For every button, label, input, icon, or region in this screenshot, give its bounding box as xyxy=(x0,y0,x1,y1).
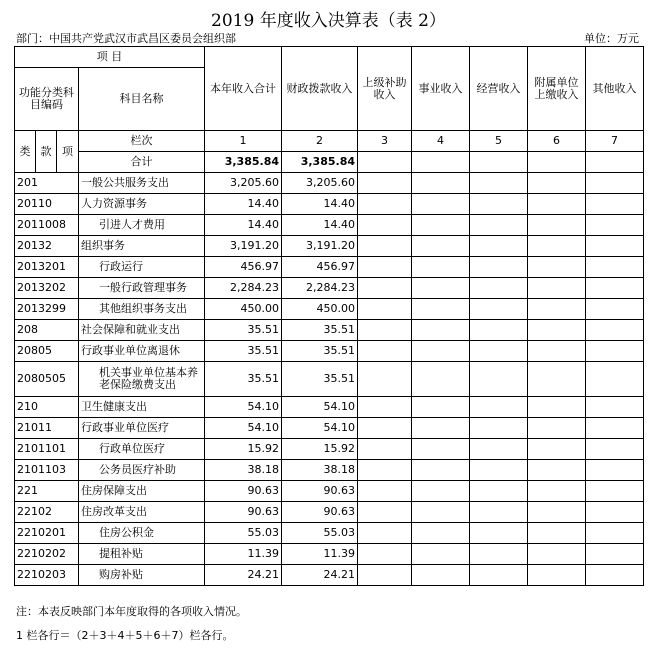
row-fiscal-income: 15.92 xyxy=(282,439,358,460)
row-empty-cell xyxy=(470,397,528,418)
table-row xyxy=(15,341,644,362)
row-total-income: 54.10 xyxy=(205,418,282,439)
row-empty-cell xyxy=(358,278,412,299)
row-empty-cell xyxy=(358,173,412,194)
row-empty-cell xyxy=(528,173,586,194)
row-empty-cell xyxy=(470,257,528,278)
row-empty-cell xyxy=(470,544,528,565)
row-fiscal-income: 90.63 xyxy=(282,502,358,523)
row-fiscal-income: 35.51 xyxy=(282,320,358,341)
row-code: 2210203 xyxy=(15,565,79,586)
func-code-header: 功能分类科目编码 xyxy=(15,68,79,131)
row-empty-cell xyxy=(412,215,470,236)
table-row xyxy=(15,439,644,460)
row-empty-cell xyxy=(586,341,644,362)
row-empty-cell xyxy=(528,418,586,439)
row-subject-name: 住房保障支出 xyxy=(79,481,205,502)
row-subject-name: 提租补贴 xyxy=(79,544,205,565)
row-empty-cell xyxy=(412,397,470,418)
row-empty-cell xyxy=(470,460,528,481)
row-subject-name: 卫生健康支出 xyxy=(79,397,205,418)
col-number: 2 xyxy=(282,131,358,152)
row-code: 221 xyxy=(15,481,79,502)
row-empty-cell xyxy=(586,299,644,320)
row-empty-cell xyxy=(412,460,470,481)
row-code: 2210201 xyxy=(15,523,79,544)
row-empty-cell xyxy=(528,320,586,341)
row-empty-cell xyxy=(528,299,586,320)
row-empty-cell xyxy=(586,481,644,502)
row-empty-cell xyxy=(586,173,644,194)
department-label: 部门：中国共产党武汉市武昌区委员会组织部 xyxy=(16,32,236,45)
row-empty-cell xyxy=(470,194,528,215)
row-empty-cell xyxy=(470,481,528,502)
row-code: 2210202 xyxy=(15,544,79,565)
total-value: 3,385.84 xyxy=(282,152,358,173)
subject-name-header: 科目名称 xyxy=(79,68,205,131)
unit-label: 单位：万元 xyxy=(584,32,639,45)
row-empty-cell xyxy=(586,418,644,439)
row-empty-cell xyxy=(586,362,644,397)
row-fiscal-income: 3,191.20 xyxy=(282,236,358,257)
row-fiscal-income: 54.10 xyxy=(282,418,358,439)
col-header-6: 附属单位上缴收入 xyxy=(528,47,586,131)
row-code: 20805 xyxy=(15,341,79,362)
row-empty-cell xyxy=(470,523,528,544)
row-total-income: 35.51 xyxy=(205,362,282,397)
row-total-income: 3,205.60 xyxy=(205,173,282,194)
note-line: 1 栏各行＝（2＋3＋4＋5＋6＋7）栏各行。 xyxy=(16,629,234,642)
row-empty-cell xyxy=(412,362,470,397)
row-empty-cell xyxy=(358,544,412,565)
row-fiscal-income: 11.39 xyxy=(282,544,358,565)
row-subject-name: 一般公共服务支出 xyxy=(79,173,205,194)
col-index-label: 栏次 xyxy=(79,131,205,152)
col-header-2: 财政拨款收入 xyxy=(282,47,358,131)
total-value: 3,385.84 xyxy=(205,152,282,173)
row-empty-cell xyxy=(528,341,586,362)
table-row xyxy=(15,236,644,257)
row-empty-cell xyxy=(412,236,470,257)
row-total-income: 15.92 xyxy=(205,439,282,460)
row-code: 21011 xyxy=(15,418,79,439)
row-empty-cell xyxy=(412,544,470,565)
row-empty-cell xyxy=(470,418,528,439)
row-code: 20110 xyxy=(15,194,79,215)
row-empty-cell xyxy=(470,341,528,362)
row-subject-name: 其他组织事务支出 xyxy=(79,299,205,320)
row-empty-cell xyxy=(528,236,586,257)
row-empty-cell xyxy=(528,439,586,460)
row-empty-cell xyxy=(412,565,470,586)
row-empty-cell xyxy=(358,418,412,439)
row-code: 22102 xyxy=(15,502,79,523)
row-fiscal-income: 24.21 xyxy=(282,565,358,586)
row-subject-name: 一般行政管理事务 xyxy=(79,278,205,299)
row-fiscal-income: 2,284.23 xyxy=(282,278,358,299)
row-empty-cell xyxy=(358,565,412,586)
row-empty-cell xyxy=(412,439,470,460)
table-row xyxy=(15,544,644,565)
row-code: 2101101 xyxy=(15,439,79,460)
row-empty-cell xyxy=(586,320,644,341)
row-total-income: 456.97 xyxy=(205,257,282,278)
row-empty-cell xyxy=(470,502,528,523)
row-fiscal-income: 14.40 xyxy=(282,194,358,215)
row-empty-cell xyxy=(412,299,470,320)
row-total-income: 11.39 xyxy=(205,544,282,565)
row-fiscal-income: 14.40 xyxy=(282,215,358,236)
table-row xyxy=(15,460,644,481)
row-empty-cell xyxy=(528,460,586,481)
row-empty-cell xyxy=(412,278,470,299)
col-header-1: 本年收入合计 xyxy=(205,47,282,131)
row-subject-name: 引进人才费用 xyxy=(79,215,205,236)
row-empty-cell xyxy=(358,341,412,362)
col-number: 6 xyxy=(528,131,586,152)
row-empty-cell xyxy=(528,565,586,586)
row-total-income: 55.03 xyxy=(205,523,282,544)
total-value xyxy=(358,152,412,173)
row-subject-name: 行政事业单位离退休 xyxy=(79,341,205,362)
row-empty-cell xyxy=(586,194,644,215)
row-empty-cell xyxy=(586,215,644,236)
total-value xyxy=(528,152,586,173)
row-empty-cell xyxy=(470,362,528,397)
row-empty-cell xyxy=(470,236,528,257)
total-value xyxy=(586,152,644,173)
row-empty-cell xyxy=(586,439,644,460)
row-subject-name: 公务员医疗补助 xyxy=(79,460,205,481)
row-code: 20132 xyxy=(15,236,79,257)
row-empty-cell xyxy=(528,397,586,418)
table-row xyxy=(15,565,644,586)
row-empty-cell xyxy=(358,320,412,341)
row-code: 2011008 xyxy=(15,215,79,236)
table-row xyxy=(15,173,644,194)
row-subject-name: 住房公积金 xyxy=(79,523,205,544)
row-empty-cell xyxy=(586,257,644,278)
row-empty-cell xyxy=(358,481,412,502)
row-subject-name: 行政事业单位医疗 xyxy=(79,418,205,439)
total-label: 合计 xyxy=(79,152,205,173)
lei-header: 类 xyxy=(15,131,36,173)
table-row xyxy=(15,257,644,278)
row-total-income: 35.51 xyxy=(205,320,282,341)
row-empty-cell xyxy=(412,523,470,544)
row-empty-cell xyxy=(470,320,528,341)
row-empty-cell xyxy=(358,502,412,523)
row-code: 201 xyxy=(15,173,79,194)
row-empty-cell xyxy=(528,215,586,236)
table-row xyxy=(15,299,644,320)
col-header-5: 经营收入 xyxy=(470,47,528,131)
kuan-header: 款 xyxy=(36,131,57,173)
row-empty-cell xyxy=(358,439,412,460)
row-empty-cell xyxy=(528,194,586,215)
row-empty-cell xyxy=(586,397,644,418)
row-fiscal-income: 55.03 xyxy=(282,523,358,544)
row-empty-cell xyxy=(470,565,528,586)
row-subject-name: 行政运行 xyxy=(79,257,205,278)
col-number: 3 xyxy=(358,131,412,152)
row-empty-cell xyxy=(358,299,412,320)
row-total-income: 90.63 xyxy=(205,502,282,523)
row-total-income: 14.40 xyxy=(205,194,282,215)
table-row xyxy=(15,481,644,502)
row-empty-cell xyxy=(528,544,586,565)
row-fiscal-income: 3,205.60 xyxy=(282,173,358,194)
row-fiscal-income: 35.51 xyxy=(282,341,358,362)
row-empty-cell xyxy=(528,523,586,544)
row-total-income: 3,191.20 xyxy=(205,236,282,257)
row-subject-name: 人力资源事务 xyxy=(79,194,205,215)
row-total-income: 54.10 xyxy=(205,397,282,418)
row-empty-cell xyxy=(470,173,528,194)
row-empty-cell xyxy=(412,481,470,502)
table-row xyxy=(15,523,644,544)
col-number: 5 xyxy=(470,131,528,152)
row-empty-cell xyxy=(412,173,470,194)
row-fiscal-income: 450.00 xyxy=(282,299,358,320)
row-total-income: 14.40 xyxy=(205,215,282,236)
col-header-7: 其他收入 xyxy=(586,47,644,131)
row-total-income: 24.21 xyxy=(205,565,282,586)
table-row xyxy=(15,278,644,299)
row-empty-cell xyxy=(528,481,586,502)
row-total-income: 38.18 xyxy=(205,460,282,481)
col-number: 1 xyxy=(205,131,282,152)
row-fiscal-income: 35.51 xyxy=(282,362,358,397)
col-header-3: 上级补助收入 xyxy=(358,47,412,131)
row-code: 208 xyxy=(15,320,79,341)
row-subject-name: 机关事业单位基本养老保险缴费支出 xyxy=(79,362,205,397)
table-row xyxy=(15,320,644,341)
total-value xyxy=(412,152,470,173)
row-empty-cell xyxy=(528,502,586,523)
item-group-header: 项 目 xyxy=(15,47,205,68)
col-number: 4 xyxy=(412,131,470,152)
row-fiscal-income: 54.10 xyxy=(282,397,358,418)
table-title: 2019 年度收入决算表（表 2） xyxy=(211,11,446,31)
row-empty-cell xyxy=(358,215,412,236)
row-empty-cell xyxy=(358,523,412,544)
row-code: 2013202 xyxy=(15,278,79,299)
revenue-table xyxy=(14,46,644,586)
table-row xyxy=(15,397,644,418)
row-empty-cell xyxy=(586,236,644,257)
table-row xyxy=(15,194,644,215)
row-fiscal-income: 456.97 xyxy=(282,257,358,278)
total-value xyxy=(470,152,528,173)
row-empty-cell xyxy=(412,502,470,523)
row-empty-cell xyxy=(586,523,644,544)
row-empty-cell xyxy=(358,362,412,397)
row-empty-cell xyxy=(358,397,412,418)
row-code: 2013201 xyxy=(15,257,79,278)
row-empty-cell xyxy=(528,257,586,278)
row-subject-name: 住房改革支出 xyxy=(79,502,205,523)
xiang-header: 项 xyxy=(57,131,79,173)
row-fiscal-income: 90.63 xyxy=(282,481,358,502)
row-total-income: 35.51 xyxy=(205,341,282,362)
table-row xyxy=(15,418,644,439)
row-empty-cell xyxy=(358,194,412,215)
table-row xyxy=(15,215,644,236)
row-subject-name: 社会保障和就业支出 xyxy=(79,320,205,341)
row-code: 2101103 xyxy=(15,460,79,481)
table-row xyxy=(15,502,644,523)
row-empty-cell xyxy=(358,460,412,481)
row-empty-cell xyxy=(586,565,644,586)
row-empty-cell xyxy=(412,320,470,341)
row-empty-cell xyxy=(412,257,470,278)
row-empty-cell xyxy=(586,278,644,299)
row-fiscal-income: 38.18 xyxy=(282,460,358,481)
row-empty-cell xyxy=(470,439,528,460)
col-header-4: 事业收入 xyxy=(412,47,470,131)
row-empty-cell xyxy=(412,341,470,362)
row-empty-cell xyxy=(470,278,528,299)
row-empty-cell xyxy=(412,418,470,439)
row-subject-name: 购房补贴 xyxy=(79,565,205,586)
row-total-income: 450.00 xyxy=(205,299,282,320)
row-code: 210 xyxy=(15,397,79,418)
row-empty-cell xyxy=(586,502,644,523)
row-empty-cell xyxy=(586,544,644,565)
row-code: 2013299 xyxy=(15,299,79,320)
row-empty-cell xyxy=(358,257,412,278)
table-row xyxy=(15,362,644,397)
row-subject-name: 组织事务 xyxy=(79,236,205,257)
row-total-income: 90.63 xyxy=(205,481,282,502)
row-empty-cell xyxy=(470,299,528,320)
row-empty-cell xyxy=(412,194,470,215)
row-empty-cell xyxy=(528,362,586,397)
row-empty-cell xyxy=(358,236,412,257)
row-subject-name: 行政单位医疗 xyxy=(79,439,205,460)
row-empty-cell xyxy=(470,215,528,236)
row-empty-cell xyxy=(528,278,586,299)
row-empty-cell xyxy=(586,460,644,481)
col-number: 7 xyxy=(586,131,644,152)
row-code: 2080505 xyxy=(15,362,79,397)
row-total-income: 2,284.23 xyxy=(205,278,282,299)
note-line: 注：本表反映部门本年度取得的各项收入情况。 xyxy=(16,605,247,618)
